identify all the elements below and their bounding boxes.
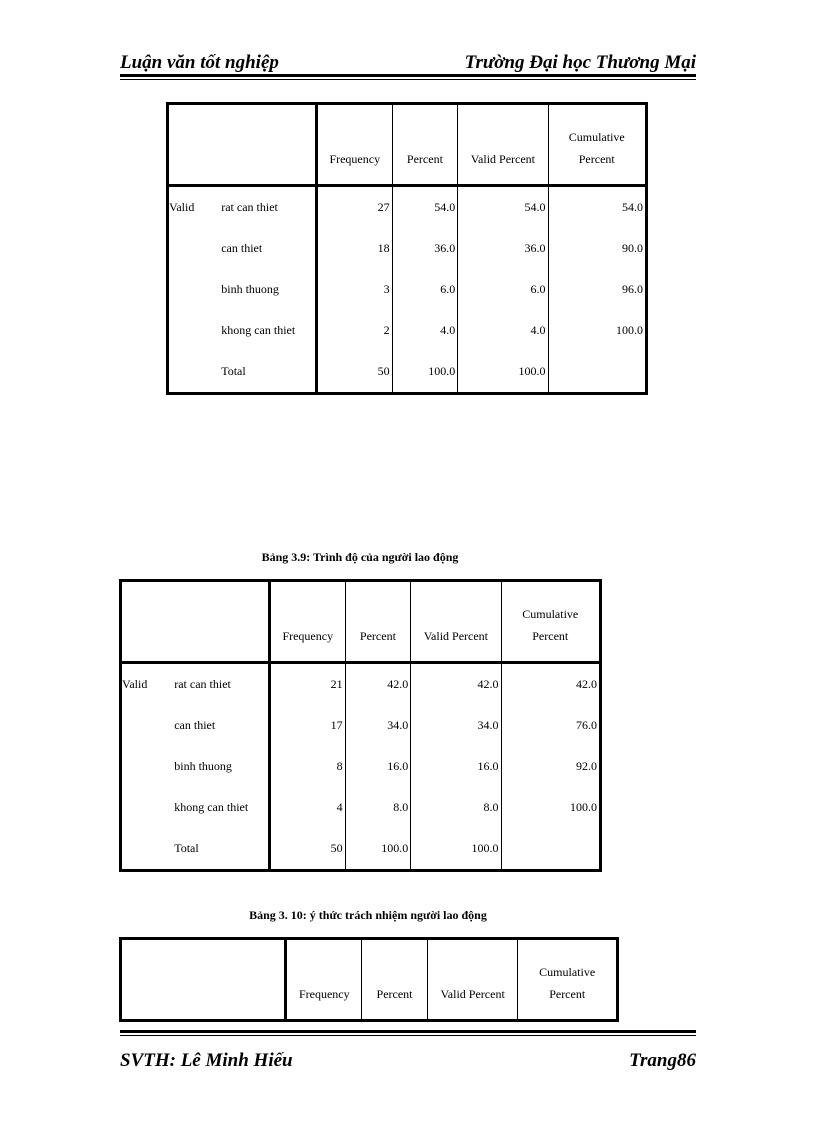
cell-percent: 42.0 (345, 663, 411, 706)
header-thesis-title: Luận văn tốt nghiệp (120, 52, 279, 73)
col-valid-percent-header: Valid Percent (427, 939, 517, 1021)
cell-frequency: 27 (316, 186, 392, 229)
cell-cumulative-percent: 100.0 (501, 787, 601, 828)
row-label: binh thuong (174, 759, 232, 773)
cell-percent: 36.0 (392, 228, 458, 269)
col-percent-header: Percent (362, 939, 428, 1021)
header-university: Trường Đại học Thương Mại (464, 52, 696, 73)
frequency-table-1 (166, 102, 648, 395)
table-header-row (121, 581, 601, 663)
cell-valid-percent: 100.0 (411, 828, 501, 871)
header-rule-thick (120, 74, 696, 77)
col-cumulative-label: Cumulative (539, 965, 596, 979)
cell-valid-percent: 34.0 (411, 705, 501, 746)
page-footer (120, 1030, 696, 1080)
table-stub-header (168, 104, 317, 186)
cell-frequency: 8 (269, 746, 345, 787)
cell-cumulative-percent: 54.0 (548, 186, 647, 229)
row-label: khong can thiet (174, 800, 249, 814)
col-cumulative-percent-label: Percent (578, 152, 615, 166)
col-percent-header: Percent (345, 581, 411, 663)
table-stub-header (121, 939, 286, 1021)
cell-cumulative-percent: 100.0 (548, 310, 647, 351)
col-cumulative-percent-label: Percent (549, 987, 586, 1001)
cell-valid-percent: 42.0 (411, 663, 501, 706)
table-row (121, 746, 601, 787)
cell-frequency: 50 (316, 351, 392, 394)
row-label: khong can thiet (221, 323, 296, 337)
col-cumulative-percent-header (518, 939, 618, 1021)
cell-valid-percent: 36.0 (458, 228, 548, 269)
footer-student-name: SVTH: Lê Minh Hiếu (120, 1050, 293, 1071)
cell-valid-percent: 8.0 (411, 787, 501, 828)
table-stub-header (121, 581, 270, 663)
row-label: can thiet (174, 718, 216, 732)
table-caption-3-10: Bảng 3. 10: ý thức trách nhiệm người lao động (249, 908, 487, 922)
header-rule-thin (120, 79, 696, 80)
cell-cumulative-percent: 96.0 (548, 269, 647, 310)
col-valid-percent-header: Valid Percent (458, 104, 548, 186)
cell-frequency: 4 (269, 787, 345, 828)
table-caption-3-9: Bảng 3.9: Trình độ của người lao động (261, 550, 459, 564)
footer-rule-thick (120, 1030, 696, 1033)
row-group-label: Valid (169, 200, 195, 214)
row-label: rat can thiet (221, 200, 278, 214)
cell-frequency: 21 (269, 663, 345, 706)
cell-percent: 6.0 (392, 269, 458, 310)
table-row (168, 310, 647, 351)
footer-rule-thin (120, 1035, 696, 1036)
table-row (168, 269, 647, 310)
footer-page-number: Trang86 (629, 1050, 696, 1071)
table-row (121, 787, 601, 828)
table-header-row (168, 104, 647, 186)
col-frequency-header: Frequency (286, 939, 362, 1021)
row-label: can thiet (221, 241, 263, 255)
row-group-label: Valid (122, 677, 148, 691)
row-label: rat can thiet (174, 677, 231, 691)
cell-cumulative-percent: 90.0 (548, 228, 647, 269)
cell-frequency: 50 (269, 828, 345, 871)
cell-cumulative-percent: 76.0 (501, 705, 601, 746)
table-row (168, 186, 647, 229)
cell-frequency: 3 (316, 269, 392, 310)
frequency-table-2 (119, 579, 602, 872)
cell-percent: 54.0 (392, 186, 458, 229)
cell-valid-percent: 4.0 (458, 310, 548, 351)
table-row (168, 228, 647, 269)
cell-valid-percent: 16.0 (411, 746, 501, 787)
cell-cumulative-percent: 42.0 (501, 663, 601, 706)
col-frequency-header: Frequency (316, 104, 392, 186)
cell-percent: 16.0 (345, 746, 411, 787)
cell-percent: 100.0 (392, 351, 458, 394)
cell-valid-percent: 100.0 (458, 351, 548, 394)
page-header (120, 50, 696, 80)
cell-frequency: 17 (269, 705, 345, 746)
table-row (121, 663, 601, 706)
cell-cumulative-percent (548, 351, 647, 394)
cell-percent: 34.0 (345, 705, 411, 746)
cell-cumulative-percent (501, 828, 601, 871)
cell-cumulative-percent: 92.0 (501, 746, 601, 787)
table-row (121, 705, 601, 746)
cell-valid-percent: 6.0 (458, 269, 548, 310)
col-cumulative-percent-header (548, 104, 647, 186)
cell-percent: 100.0 (345, 828, 411, 871)
table-row-total (168, 351, 647, 394)
col-cumulative-percent-label: Percent (532, 629, 569, 643)
cell-percent: 4.0 (392, 310, 458, 351)
col-cumulative-label: Cumulative (522, 607, 579, 621)
cell-valid-percent: 54.0 (458, 186, 548, 229)
frequency-table-3 (119, 937, 619, 1022)
row-label: binh thuong (221, 282, 279, 296)
cell-percent: 8.0 (345, 787, 411, 828)
row-label: Total (221, 364, 246, 378)
col-frequency-header: Frequency (269, 581, 345, 663)
col-valid-percent-header: Valid Percent (411, 581, 501, 663)
col-percent-header: Percent (392, 104, 458, 186)
col-cumulative-percent-header (501, 581, 601, 663)
cell-frequency: 18 (316, 228, 392, 269)
table-header-row (121, 939, 618, 1021)
row-label: Total (174, 841, 199, 855)
cell-frequency: 2 (316, 310, 392, 351)
col-cumulative-label: Cumulative (568, 130, 625, 144)
table-row-total (121, 828, 601, 871)
